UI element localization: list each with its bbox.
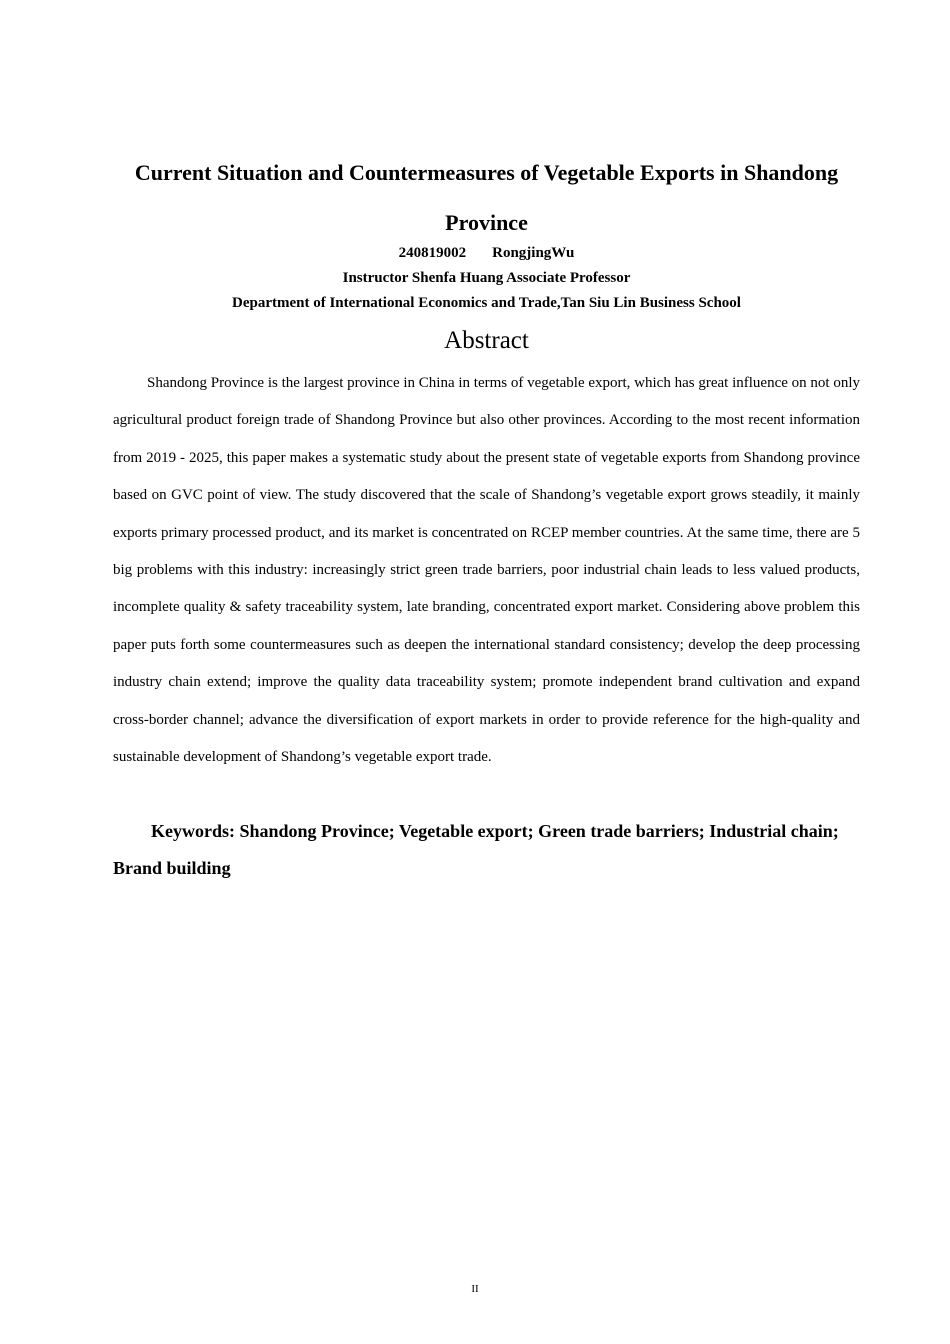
department-line: Department of International Economics and Trade,Tan Siu Lin Business School [232, 295, 741, 311]
student-id: 240819002 [398, 245, 467, 261]
page-number: II [471, 1283, 479, 1295]
paper-title: Current Situation and Countermeasures of Vegetable Exports in Shandong Province [134, 160, 839, 235]
instructor-line: Instructor Shenfa Huang Associate Professor [342, 270, 631, 286]
abstract-heading: Abstract [444, 327, 529, 354]
abstract-text: Shandong Province is the largest province in China in terms of vegetable export, which has great influence on not only agricultural product foreign trade of Shandong Province but also other provinces. According to the most recent information from 2019 - 2025, this paper makes a systematic study about the present state of vegetable exports from Shandong province based on GVC point of view. The study discovered that the scale of Shandong’s vegetable export grows steadily, it mainly exports primary processed product, and its market is concentrated on RCEP member countries. At the same time, there are 5 big problems with this industry: increasingly strict green trade barriers, poor industrial chain leads to less valued products, incomplete quality & safety traceability system, late branding, concentrated export market. Considering above problem this paper puts forth some countermeasures such as deepen the international standard consistency; develop the deep processing industry chain extend; improve the quality data traceability system; promote independent brand cultivation and expand cross-border channel; advance the diversification of export markets in order to provide reference for the high-quality and sustainable development of Shandong’s vegetable export trade. [113, 375, 860, 766]
keywords-line: Keywords: Shandong Province; Vegetable export; Green trade barriers; Industrial chain; Brand building [113, 821, 839, 878]
author-line [113, 244, 860, 262]
author-name: RongjingWu [492, 245, 575, 261]
